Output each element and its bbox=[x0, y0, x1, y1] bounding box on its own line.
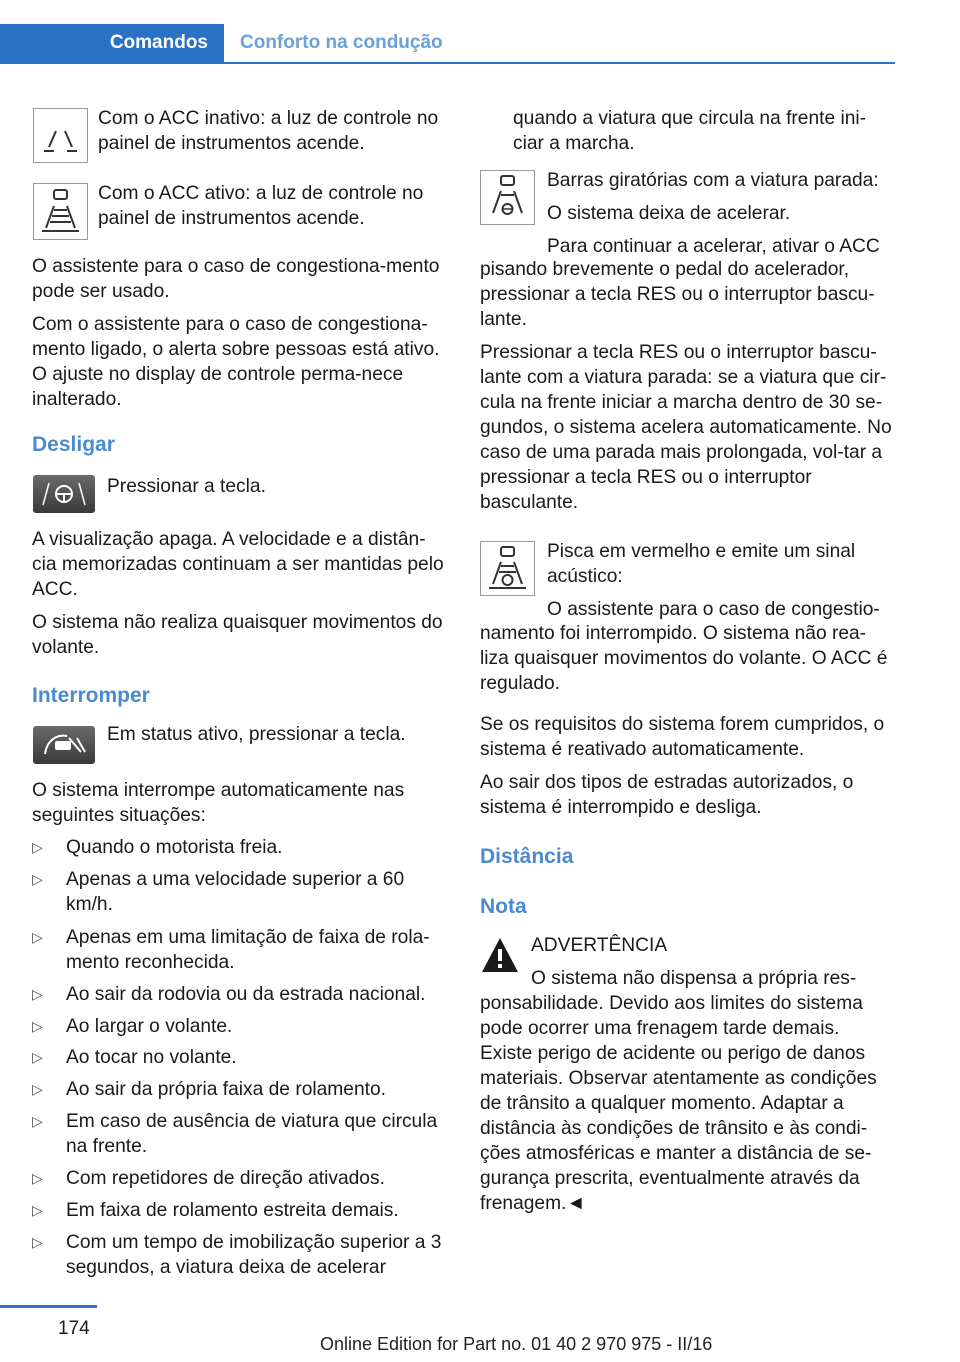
no-steering-text: O sistema não realiza quaisquer movimentos do volante. bbox=[32, 612, 443, 658]
bullet-triangle-icon: ▷ bbox=[32, 1081, 43, 1097]
warning-first-line: O sistema não dispensa a própria res- bbox=[531, 968, 857, 989]
list-item-text: Com repetidores de direção ativados. bbox=[66, 1168, 385, 1189]
heading-interromper: Interromper bbox=[32, 684, 150, 707]
bullet-triangle-icon: ▷ bbox=[32, 1202, 43, 1218]
footer-divider bbox=[0, 1305, 97, 1308]
list-item-text: Ao sair da própria faixa de rolamento. bbox=[66, 1079, 386, 1100]
list-item-text: Ao sair da rodovia ou da estrada nacional. bbox=[66, 984, 426, 1005]
continuation-text: quando a viatura que circula na frente ini-ciar a marcha. bbox=[513, 108, 867, 154]
tab-comandos[interactable]: Comandos bbox=[0, 24, 224, 62]
bullet-triangle-icon: ▷ bbox=[32, 871, 43, 887]
edition-footer: Online Edition for Part no. 01 40 2 970 975 - II/16 bbox=[320, 1334, 713, 1354]
bullet-triangle-icon: ▷ bbox=[32, 839, 43, 855]
acc-inactive-text: Com o ACC inativo: a luz de controle no painel de instrumentos acende. bbox=[98, 108, 439, 154]
left-body-mid bbox=[32, 527, 444, 668]
heading-nota: Nota bbox=[480, 895, 527, 918]
list-item-text: Ao tocar no volante. bbox=[66, 1047, 237, 1068]
congestion-assistant-usable-text: O assistente para o caso de congestiona-mento pode ser usado. bbox=[32, 256, 440, 302]
list-item-text: Com um tempo de imobilização superior a 3 segundos, a viatura deixa de acelerar bbox=[66, 1232, 442, 1278]
list-item-text: Em faixa de rolamento estreita demais. bbox=[66, 1200, 399, 1221]
tab-conforto-na-conducao[interactable]: Conforto na condução bbox=[240, 32, 443, 53]
right-body-1 bbox=[480, 257, 893, 523]
interrupted-text: namento foi interrompido. O sistema não rea-liza quaisquer movimentos do volante. O ACC é regulado. bbox=[480, 623, 888, 694]
bullet-triangle-icon: ▷ bbox=[32, 1170, 43, 1186]
red-flash-text bbox=[547, 539, 893, 622]
heading-desligar: Desligar bbox=[32, 433, 115, 456]
interromper-instruction: Em status ativo, pressionar a tecla. bbox=[107, 724, 406, 745]
heading-distancia: Distância bbox=[480, 845, 574, 868]
red-flash-indicator-icon bbox=[480, 541, 535, 596]
accelerator-instruction: pisando brevemente o pedal do acelerador, pressionar a tecla RES ou o interruptor bascu-lante. bbox=[480, 259, 875, 330]
list-item-text: Apenas a uma velocidade superior a 60 km/h. bbox=[66, 869, 405, 915]
warning-title: ADVERTÊNCIA bbox=[531, 935, 668, 956]
reactivated-text: Se os requisitos do sistema forem cumpridos, o sistema é reativado automaticamente. bbox=[480, 714, 885, 760]
left-body-top bbox=[32, 254, 444, 420]
auto-interrupt-intro: O sistema interrompe automaticamente nas seguintes situações: bbox=[32, 780, 405, 826]
acc-interrupt-button-icon bbox=[33, 726, 95, 764]
rotating-bars-continue: Para continuar a acelerar, ativar o ACC bbox=[547, 236, 880, 257]
res-button-text: Pressionar a tecla RES ou o interruptor bascu-lante com a viatura parada: se a viatura que cir-cula na frente iniciar a marcha dentro de 30 se-gundos, o sistema acelera automaticamente. No caso de uma parada mais prolongada, vol-tar a pressionar a tecla RES ou o interruptor basculante. bbox=[480, 342, 892, 513]
congestion-assistant-alert-text: Com o assistente para o caso de congestiona-mento ligado, o alerta sobre pessoas está ativo. O ajuste no display de controle perma-nece inalterado. bbox=[32, 314, 440, 410]
display-off-text: A visualização apaga. A velocidade e a distân-cia memorizadas continuam a ser mantidas pelo ACC. bbox=[32, 529, 444, 600]
steering-assist-button-icon bbox=[33, 475, 95, 513]
right-body-2 bbox=[480, 621, 893, 828]
bullet-triangle-icon: ▷ bbox=[32, 1049, 43, 1065]
list-item-text: Ao largar o volante. bbox=[66, 1016, 233, 1037]
road-types-text: Ao sair dos tipos de estradas autorizados, o sistema é interrompido e desliga. bbox=[480, 772, 854, 818]
page-number: 174 bbox=[58, 1318, 90, 1339]
acc-inactive-indicator-icon bbox=[33, 108, 88, 163]
list-item-text: Quando o motorista freia. bbox=[66, 837, 283, 858]
desligar-instruction: Pressionar a tecla. bbox=[107, 476, 266, 497]
warning-header bbox=[531, 933, 893, 991]
bullet-triangle-icon: ▷ bbox=[32, 929, 43, 945]
bullet-triangle-icon: ▷ bbox=[32, 1018, 43, 1034]
red-flash-title: Pisca em vermelho e emite um sinal acústico: bbox=[547, 541, 856, 587]
red-flash-detail: O assistente para o caso de congestio- bbox=[547, 599, 880, 620]
acc-active-indicator-icon bbox=[33, 183, 88, 240]
bullet-triangle-icon: ▷ bbox=[32, 1113, 43, 1129]
bullet-triangle-icon: ▷ bbox=[32, 986, 43, 1002]
acc-active-text: Com o ACC ativo: a luz de controle no painel de instrumentos acende. bbox=[98, 183, 424, 229]
rotating-bars-stops: O sistema deixa de acelerar. bbox=[547, 203, 791, 224]
list-item-text: Em caso de ausência de viatura que circula na frente. bbox=[66, 1111, 438, 1157]
list-item-text: Apenas em uma limitação de faixa de rola-mento reconhecida. bbox=[66, 927, 430, 973]
warning-triangle-icon bbox=[480, 936, 520, 974]
rotating-bars-title: Barras giratórias com a viatura parada: bbox=[547, 170, 879, 191]
rotating-bars-indicator-icon bbox=[480, 170, 535, 225]
warning-body: ponsabilidade. Devido aos limites do sistema pode ocorrer uma frenagem tarde demais. Existe perigo de acidente ou perigo de danos materiais. Observar atentamente as condições de trânsito a qualquer momento. Adaptar a distância às condições de trânsito e às condi-ções atmosféricas e manter a distância de se-gurança prescrita, eventualmente através da frenagem.◄ bbox=[480, 993, 877, 1214]
bullet-triangle-icon: ▷ bbox=[32, 1234, 43, 1250]
rotating-bars-text bbox=[547, 168, 893, 259]
